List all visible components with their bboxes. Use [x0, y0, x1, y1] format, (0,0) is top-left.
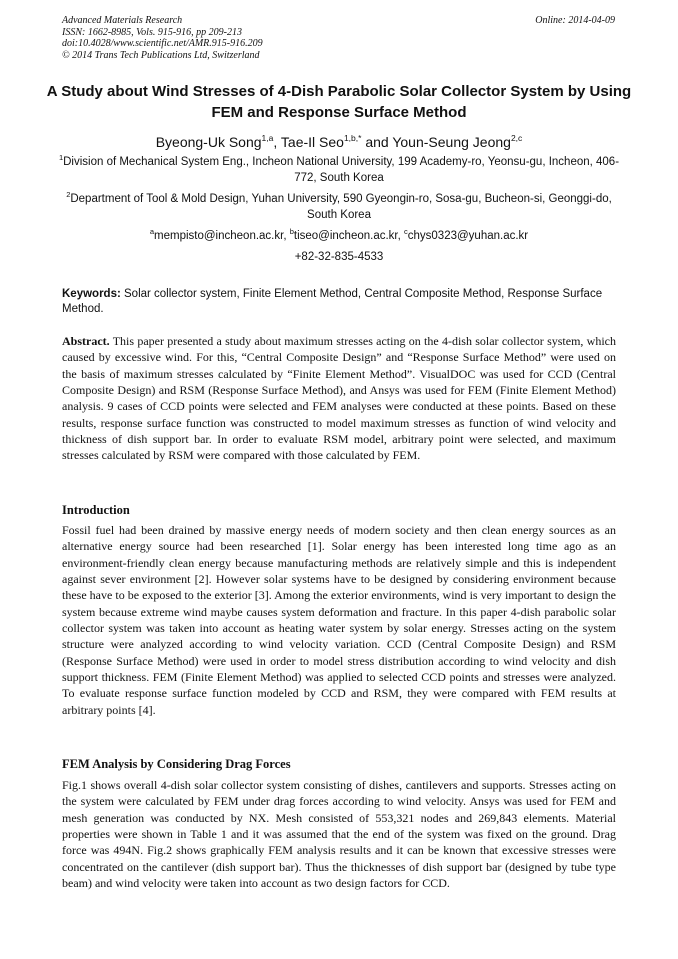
affiliation-mark: 1 [58, 153, 64, 162]
online-date: Online: 2014-04-09 [535, 15, 615, 26]
email-link[interactable]: mempisto@incheon.ac.kr [154, 230, 284, 242]
author-name: Youn-Seung Jeong [392, 134, 511, 150]
issn-line: ISSN: 1662-8985, Vols. 915-916, pp 209-213 [62, 26, 242, 38]
author-separator: and [361, 134, 393, 150]
email-mark: b [289, 227, 294, 236]
keywords [62, 287, 616, 317]
doi-line: doi:10.4028/www.scientific.net/AMR.915-916.209 [62, 38, 263, 49]
phone-number: +82-32-835-4533 [294, 251, 384, 263]
author-list [40, 133, 638, 151]
section-heading-introduction: Introduction [62, 503, 130, 517]
copyright-line: © 2014 Trans Tech Publications Ltd, Switzerland [62, 49, 260, 61]
email-list: $^a$mempisto@incheon.ac.kr, $^b$tiseo@incheon.ac.kr, $^c$chys0323@yuhan.ac.kr [149, 227, 529, 242]
email-mark: a [149, 227, 155, 236]
affiliation [50, 191, 628, 223]
keywords-text: Solar collector system, Finite Element Method, Central Composite Method, Response Surface Method. [62, 288, 603, 315]
email-mark: c [404, 227, 408, 236]
affiliation [50, 154, 628, 186]
affiliation-mark: 2 [66, 190, 71, 199]
affiliation-text: Division of Mechanical System Eng., Incheon National University, 199 Academy-ro, Yeonsu-gu, Incheon, 406-772, South Korea [63, 156, 620, 184]
affiliation-text: Department of Tool & Mold Design, Yuhan University, 590 Gyeongin-ro, Sosa-gu, Bucheon-si, Geonggi-do, South Korea [70, 193, 612, 221]
email-link[interactable]: tiseo@incheon.ac.kr [293, 230, 398, 242]
paper-title: A Study about Wind Stresses of 4-Dish Parabolic Solar Collector System by Using FEM and Response Surface Method [46, 83, 632, 121]
journal-name: Advanced Materials Research [62, 15, 183, 26]
section-text-fem-analysis: Fig.1 shows overall 4-dish solar collector system consisting of dishes, cantilevers and supports. Stresses acting on the system were calculated by FEM under drag forces according to wind velocity. Ansys was used for FEM and mesh generation was conducted by NX. Mesh consisted of 553,321 nodes and 269,843 elements. Material properties were shown in Table 1 and it was assumed that the end of the system was fixed on the ground. Drag force was 494N. Fig.2 shows graphically FEM analysis results and it can be known that excessive stresses were concentrated on the cantilever (dish support bar). Thus the thicknesses of dish support bar (designed by tube type beam) and wind velocity were taken into account as two design factors for CCD. [62, 778, 616, 891]
abstract-label: Abstract. [62, 334, 110, 348]
author-affiliation-mark: 1,a [261, 133, 274, 143]
author-affiliation-mark: 1,b,* [343, 133, 362, 143]
author-affiliation-mark: 2,c [510, 133, 523, 143]
abstract-text: This paper presented a study about maximum stresses acting on the 4-dish solar collector system, which caused by excessive wind. For this, “Central Composite Design” and “Response Surface Method” were used on the basis of maximum stresses calculated by “Finite Element Method”. VisualDOC was used for CCD (Central Composite Design) and RSM (Response Surface Method), and Ansys was used for FEM (Finite Element Method) analysis. 9 cases of CCD points were selected and FEM analyses were conducted at these points. Based on these results, response surface function was constructed to model maximum stresses as function of wind velocity and thickness of dish support bar. In order to evaluate RSM model, arbitrary point were selected, and maximum stresses calculated by RSM were compared with those calculated by FEM. [62, 334, 616, 463]
section-heading-fem-analysis: FEM Analysis by Considering Drag Forces [62, 757, 291, 771]
keywords-label: Keywords: [62, 288, 121, 300]
author-name: Tae-Il Seo [280, 134, 344, 150]
author-name: Byeong-Uk Song [155, 134, 262, 150]
journal-header [62, 15, 263, 61]
email-link[interactable]: chys0323@yuhan.ac.kr [407, 230, 529, 242]
section-text-introduction: Fossil fuel had been drained by massive energy needs of modern society and then clean energy sources as an alternative energy source had been researched [1]. Solar energy has been interested long time ago as an environment-friendly clean energy because manufacturing methods are relatively simple and this is independent against sever environment [2]. However solar systems have to be designed by considering environment because these have to be exposed to the exterior [3]. Among the exterior environments, wind is very important to design the system because extreme wind maybe causes system deformation and fracture. In this paper 4-dish parabolic solar collector system was taken into account as heating water system by solar energy. Stresses acting on the system structure were analyzed according to wind velocity variation. CCD (Central Composite Design) and RSM (Response Surface Method) were used in order to model stress distribution according to wind velocity and dish support thickness. FEM (Finite Element Method) was applied to selected CCD points and stresses were analyzed. To evaluate response surface function modeled by CCD and RSM, they were compared with FEM results at arbitrary points [4]. [62, 523, 616, 717]
abstract [62, 333, 616, 464]
author-separator: , [273, 134, 281, 150]
